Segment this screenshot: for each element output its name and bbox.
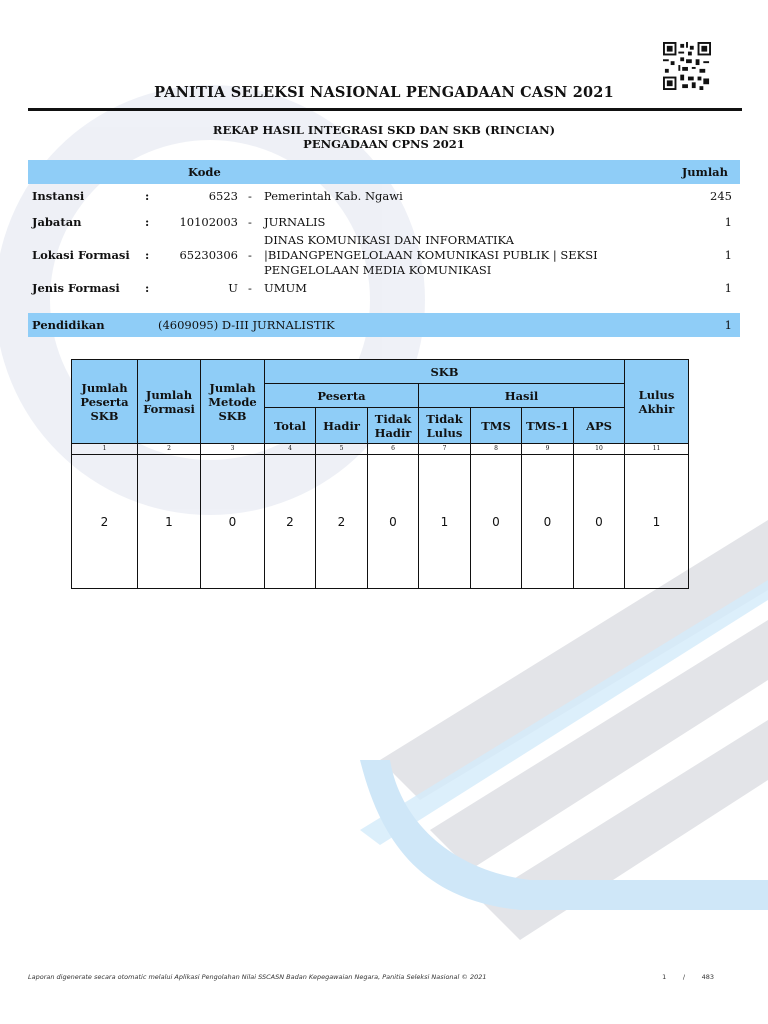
jumlah-peserta-skb-header: Jumlah Peserta SKB xyxy=(72,360,138,444)
lokasi-formasi-code: 65230306 xyxy=(179,248,238,262)
jenis-formasi-dash: - xyxy=(248,281,252,295)
jabatan-amount: 1 xyxy=(724,215,732,229)
jenis-formasi-colon: : xyxy=(145,281,150,295)
pendidikan-label: Pendidikan xyxy=(32,318,105,332)
instansi-dash: - xyxy=(248,189,252,203)
total-pages: 483 xyxy=(701,973,714,981)
column-number: 6 xyxy=(368,444,419,455)
jenis-formasi-row xyxy=(28,281,740,299)
qr-code-icon xyxy=(662,42,712,90)
lulus-akhir-value: 1 xyxy=(625,455,689,589)
tms1-value: 0 xyxy=(522,455,574,589)
jumlah-metode-skb-header: Jumlah Metode SKB xyxy=(201,360,265,444)
hadir-value: 2 xyxy=(316,455,368,589)
jumlah-formasi-value: 1 xyxy=(138,455,201,589)
aps-header: APS xyxy=(574,408,625,444)
instansi-colon: : xyxy=(145,189,150,203)
total-value: 2 xyxy=(265,455,316,589)
column-number: 9 xyxy=(522,444,574,455)
column-number: 7 xyxy=(419,444,471,455)
report-title: REKAP HASIL INTEGRASI SKD DAN SKB (RINCIAN) xyxy=(212,123,556,137)
hasil-header: Hasil xyxy=(419,384,625,408)
jenis-formasi-desc: UMUM xyxy=(264,281,307,295)
page-indicator xyxy=(662,973,714,981)
lokasi-formasi-amount: 1 xyxy=(724,248,732,262)
lulus-akhir-header: Lulus Akhir xyxy=(625,360,689,444)
report-subtitle: PENGADAAN CPNS 2021 xyxy=(303,137,465,151)
lokasi-formasi-label: Lokasi Formasi xyxy=(32,248,130,262)
lokasi-formasi-colon: : xyxy=(145,248,150,262)
header-rule xyxy=(28,108,742,111)
column-number: 3 xyxy=(201,444,265,455)
column-number: 11 xyxy=(625,444,689,455)
instansi-row xyxy=(28,189,740,207)
column-number: 4 xyxy=(265,444,316,455)
column-number: 8 xyxy=(471,444,522,455)
tms1-header: TMS-1 xyxy=(522,408,574,444)
skb-header: SKB xyxy=(265,360,625,384)
aps-value: 0 xyxy=(574,455,625,589)
jenis-formasi-code: U xyxy=(228,281,238,295)
jenis-formasi-label: Jenis Formasi xyxy=(32,281,120,295)
jabatan-colon: : xyxy=(145,215,150,229)
instansi-amount: 245 xyxy=(710,189,732,203)
main-title: PANITIA SELEKSI NASIONAL PENGADAAN CASN 2021 xyxy=(154,84,614,101)
instansi-desc: Pemerintah Kab. Ngawi xyxy=(264,189,403,203)
jumlah-header: Jumlah xyxy=(681,165,728,179)
jumlah-metode-skb-value: 0 xyxy=(201,455,265,589)
jabatan-row xyxy=(28,215,740,233)
column-number: 10 xyxy=(574,444,625,455)
jabatan-label: Jabatan xyxy=(32,215,82,229)
kode-header: Kode xyxy=(188,165,221,179)
pendidikan-value: (4609095) D-III JURNALISTIK xyxy=(158,318,335,332)
tms-value: 0 xyxy=(471,455,522,589)
column-number-row xyxy=(72,444,689,455)
column-number: 1 xyxy=(72,444,138,455)
tms-header: TMS xyxy=(471,408,522,444)
jabatan-desc: JURNALIS xyxy=(264,215,326,229)
lokasi-formasi-desc: DINAS KOMUNIKASI DAN INFORMATIKA |BIDANGPENGELOLAAN KOMUNIKASI PUBLIK | SEKSI PENGELOLAAN MEDIA KOMUNIKASI xyxy=(264,233,598,277)
pendidikan-amount: 1 xyxy=(724,318,732,332)
footer xyxy=(28,973,742,981)
pendidikan-bar xyxy=(28,313,740,337)
hadir-header: Hadir xyxy=(316,408,368,444)
footer-text: Laporan digenerate secara otomatic melalui Aplikasi Pengolahan Nilai SSCASN Badan Kepegawaian Negara, Panitia Seleksi Nasional © 2021 xyxy=(28,973,487,981)
tidak-lulus-value: 1 xyxy=(419,455,471,589)
page-separator: / xyxy=(682,973,686,981)
page-number: 1 xyxy=(662,973,667,981)
skb-table xyxy=(71,359,689,589)
total-header: Total xyxy=(265,408,316,444)
column-number: 2 xyxy=(138,444,201,455)
lokasi-formasi-row xyxy=(28,233,740,279)
summary-header-bar xyxy=(28,160,740,184)
instansi-label: Instansi xyxy=(32,189,85,203)
lokasi-formasi-dash: - xyxy=(248,248,252,262)
tidak-hadir-header: Tidak Hadir xyxy=(368,408,419,444)
values-row xyxy=(72,455,689,589)
instansi-code: 6523 xyxy=(208,189,238,203)
jumlah-peserta-skb-value: 2 xyxy=(72,455,138,589)
jabatan-dash: - xyxy=(248,215,252,229)
tidak-lulus-header: Tidak Lulus xyxy=(419,408,471,444)
peserta-header: Peserta xyxy=(265,384,419,408)
column-number: 5 xyxy=(316,444,368,455)
jumlah-formasi-header: Jumlah Formasi xyxy=(138,360,201,444)
tidak-hadir-value: 0 xyxy=(368,455,419,589)
jabatan-code: 10102003 xyxy=(179,215,238,229)
jenis-formasi-amount: 1 xyxy=(724,281,732,295)
